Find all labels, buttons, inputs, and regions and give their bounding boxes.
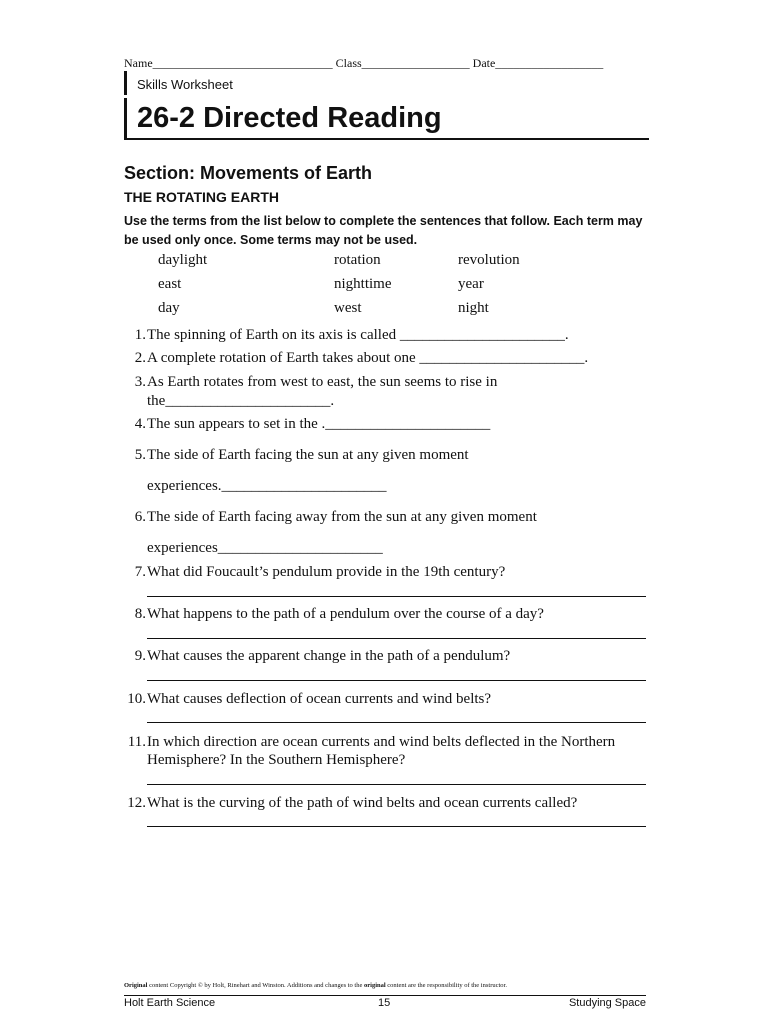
question-number: 7. xyxy=(134,564,146,580)
copyright-notice xyxy=(124,982,646,989)
term: rotation xyxy=(334,252,381,268)
answer-line[interactable] xyxy=(147,638,646,639)
term-row xyxy=(158,276,618,300)
instructions-text: Use the terms from the list below to complete the sentences that follow. Each term may be used only once. Some terms may not be used. xyxy=(124,214,643,247)
answer-line[interactable] xyxy=(147,596,646,597)
term: day xyxy=(158,300,180,316)
answer-line[interactable] xyxy=(147,784,646,785)
footer-page-number: 15 xyxy=(378,997,391,1009)
question-number: 3. xyxy=(134,374,146,390)
question-text: As Earth rotates from west to east, the sun seems to rise in xyxy=(147,374,498,390)
term: east xyxy=(158,276,182,292)
term-row xyxy=(158,300,618,324)
question-text-cont: experiences______________________ xyxy=(147,540,383,556)
question-text: The side of Earth facing the sun at any given moment xyxy=(147,447,469,463)
term: revolution xyxy=(458,252,520,268)
question-number: 10. xyxy=(127,691,146,707)
question-text: What happens to the path of a pendulum over the course of a day? xyxy=(147,606,544,622)
copyright-text: content Copyright © by Holt, Rinehart and Winston. Additions and changes to the xyxy=(147,982,364,989)
footer-divider xyxy=(124,995,646,996)
question-text: What causes deflection of ocean currents and wind belts? xyxy=(147,691,492,707)
copyright-bold: Original xyxy=(124,982,148,989)
page-title: 26-2 Directed Reading xyxy=(137,102,442,134)
footer-book-title: Holt Earth Science xyxy=(124,997,216,1009)
title-block xyxy=(124,98,649,140)
question-number: 8. xyxy=(134,606,146,622)
worksheet-type-label: Skills Worksheet xyxy=(124,71,233,95)
question-text: The spinning of Earth on its axis is called ______________________. xyxy=(147,327,569,343)
question-number: 4. xyxy=(134,416,146,432)
footer-chapter-title: Studying Space xyxy=(568,997,646,1009)
question-number: 11. xyxy=(127,734,146,750)
question-text: In which direction are ocean currents and wind belts deflected in the Northern xyxy=(147,734,616,750)
question-text: What causes the apparent change in the path of a pendulum? xyxy=(147,648,511,664)
term: nighttime xyxy=(334,276,392,292)
question-text: The sun appears to set in the .______________________ xyxy=(147,416,491,432)
question-text-cont: the______________________. xyxy=(147,393,335,409)
question-number: 9. xyxy=(134,648,146,664)
subsection-heading: THE ROTATING EARTH xyxy=(124,189,280,205)
question-text: A complete rotation of Earth takes about one ______________________. xyxy=(147,350,589,366)
answer-line[interactable] xyxy=(147,826,646,827)
question-text: What is the curving of the path of wind belts and ocean currents called? xyxy=(147,795,578,811)
question-number: 12. xyxy=(127,795,146,811)
term-list xyxy=(158,252,618,324)
term: night xyxy=(458,300,489,316)
term: daylight xyxy=(158,252,208,268)
question-number: 2. xyxy=(134,350,146,366)
question-number: 5. xyxy=(134,447,146,463)
term-row xyxy=(158,252,618,276)
answer-line[interactable] xyxy=(147,680,646,681)
section-heading: Section: Movements of Earth xyxy=(124,163,373,183)
question-text-cont: Hemisphere? In the Southern Hemisphere? xyxy=(147,752,406,768)
copyright-bold: original xyxy=(364,982,386,989)
worksheet-page xyxy=(124,0,646,1024)
question-text: What did Foucault’s pendulum provide in the 19th century? xyxy=(147,564,506,580)
answer-line[interactable] xyxy=(147,722,646,723)
copyright-text: content are the responsibility of the instructor. xyxy=(385,982,507,989)
question-text-cont: experiences.______________________ xyxy=(147,478,387,494)
term: year xyxy=(458,276,484,292)
name-class-date-line: Name______________________________ Class__________________ Date__________________ xyxy=(124,56,604,70)
question-number: 6. xyxy=(134,509,146,525)
term: west xyxy=(334,300,362,316)
question-number: 1. xyxy=(134,327,146,343)
question-text: The side of Earth facing away from the sun at any given moment xyxy=(147,509,537,525)
